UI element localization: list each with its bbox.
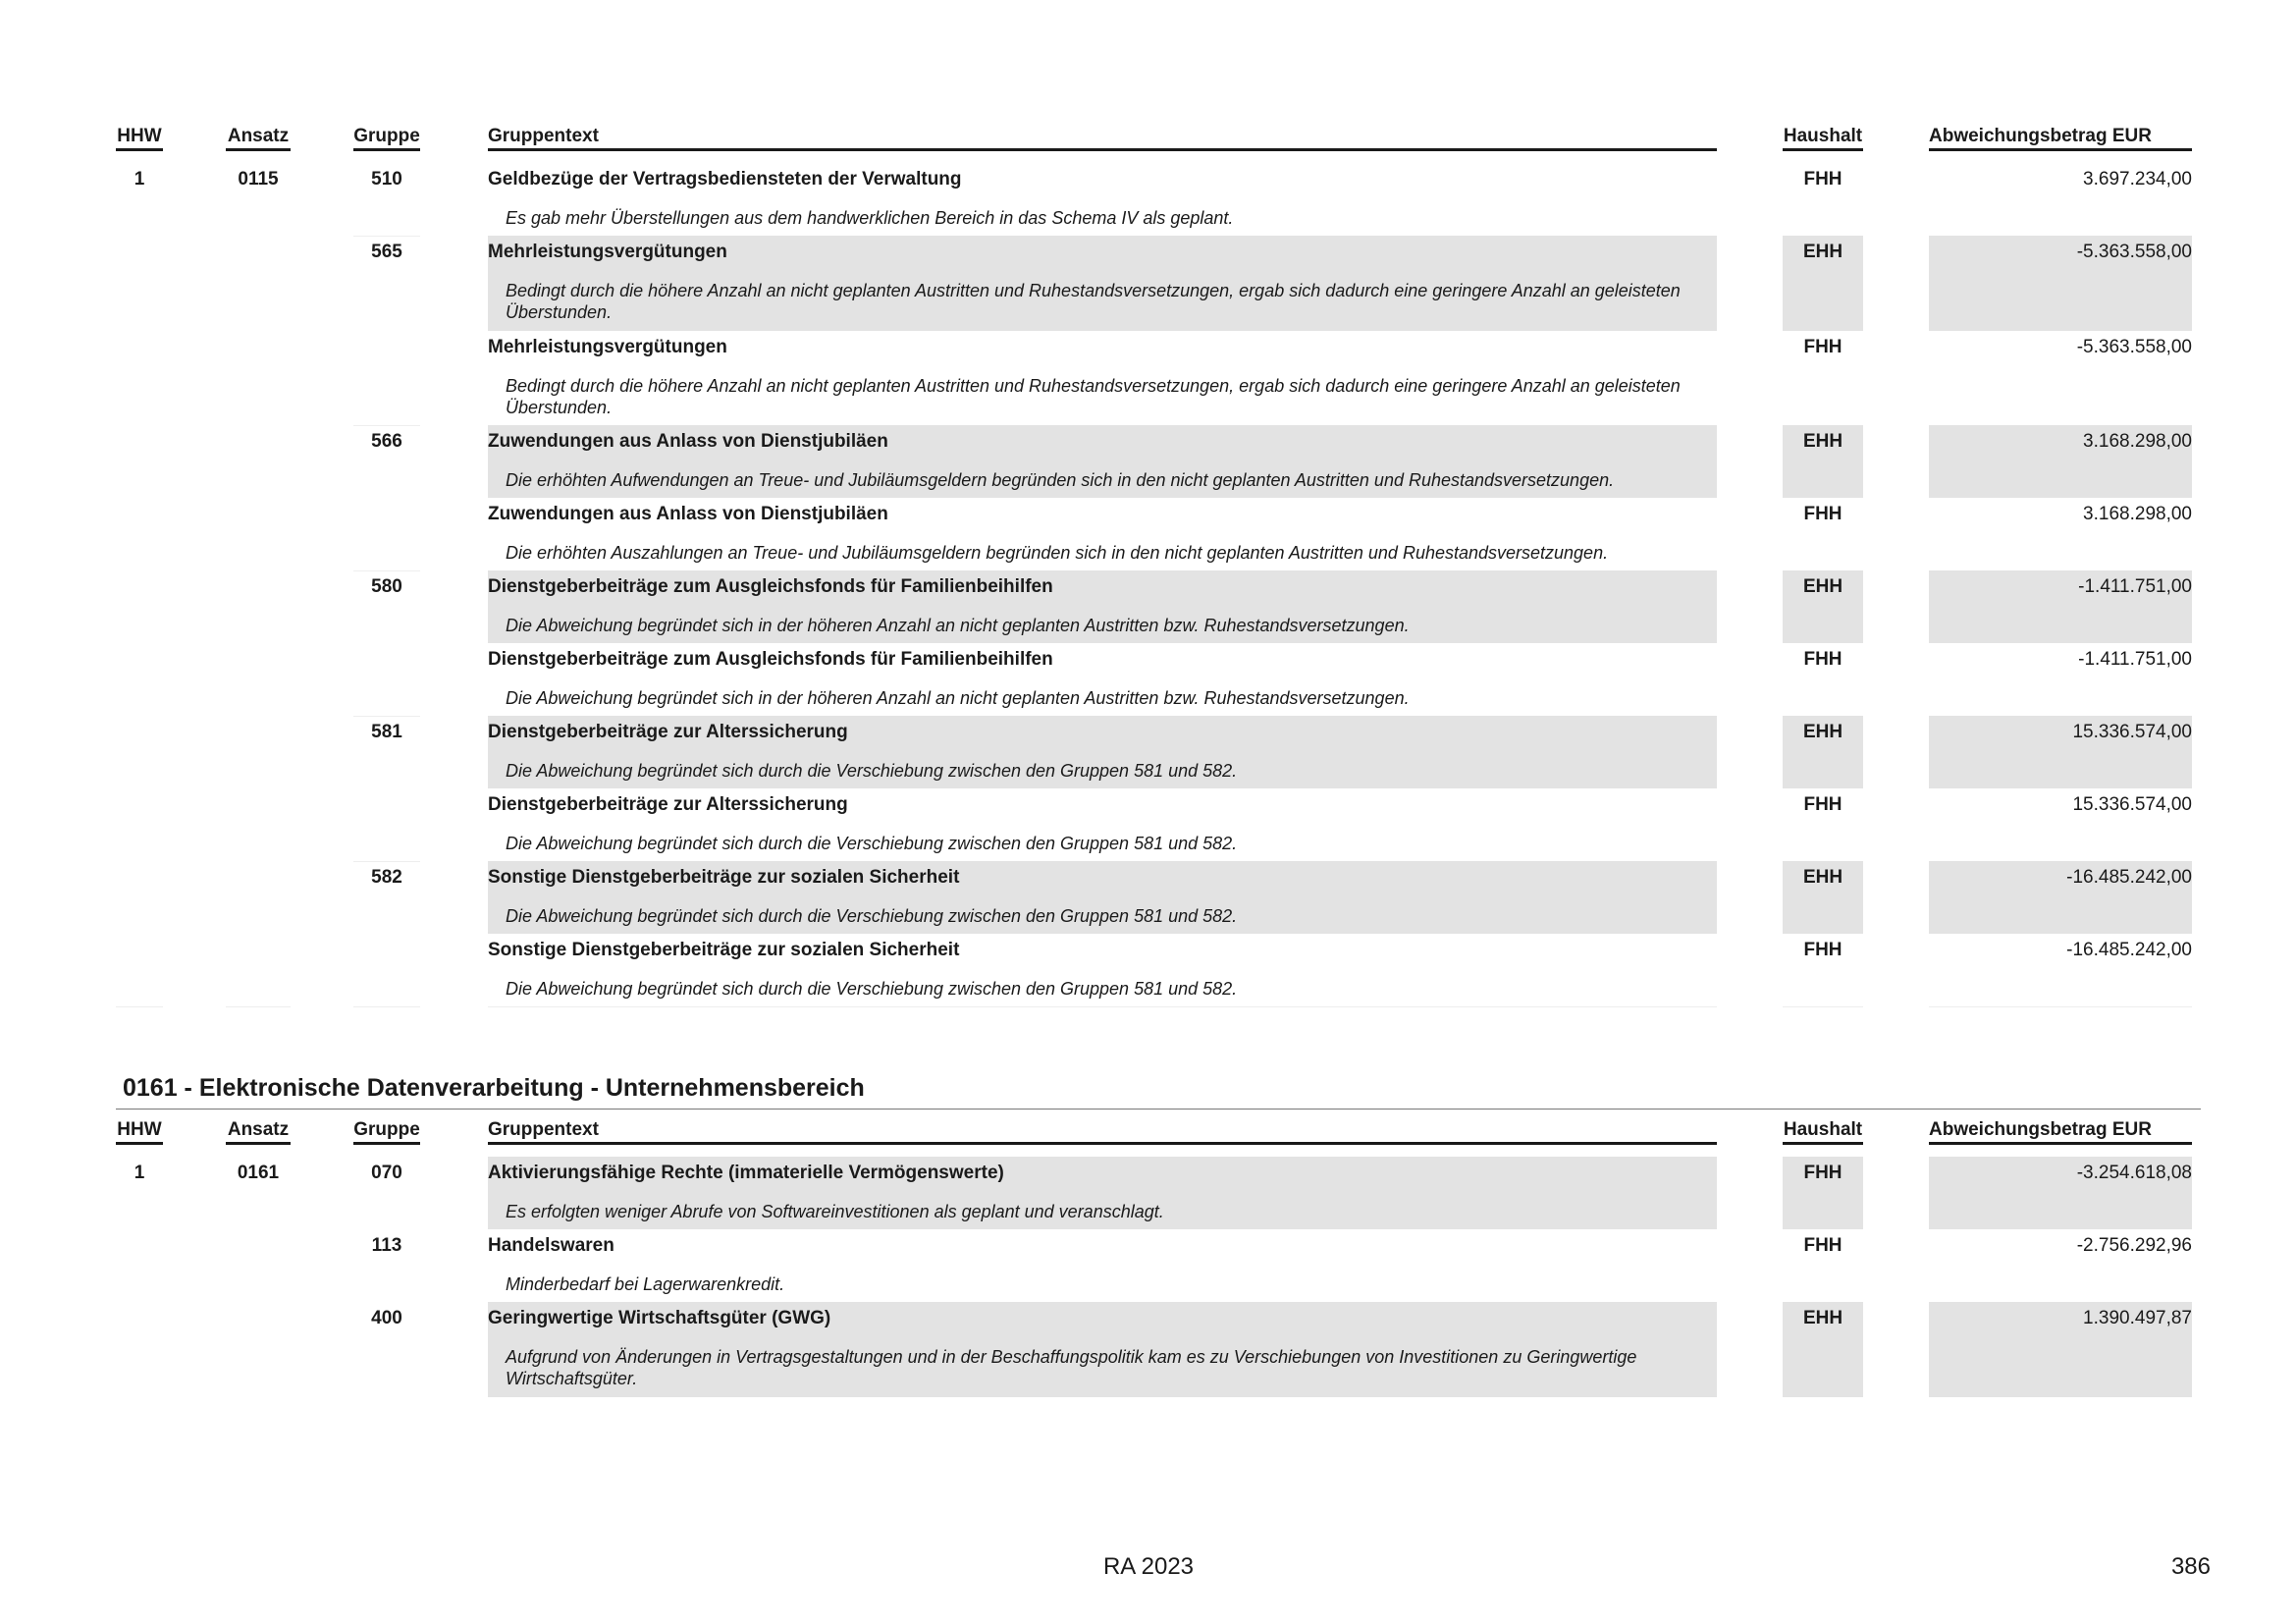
cell-explanation: Die Abweichung begründet sich in der höheren Anzahl an nicht geplanten Austritten bzw. Ruhestandsversetzungen. (506, 616, 1410, 635)
section-title: 0161 - Elektronische Datenverarbeitung - Unternehmensbereich (123, 1074, 865, 1102)
cell-gruppentext: Dienstgeberbeiträge zur Alterssicherung (488, 794, 848, 815)
cell-abweichungsbetrag: 1.390.497,87 (2083, 1308, 2192, 1328)
cell-explanation: Bedingt durch die höhere Anzahl an nicht geplanten Austritten und Ruhestandsversetzungen, ergab sich dadurch eine geringere Anzahl an geleisteten Überstunden. (506, 376, 1681, 417)
cell-haushalt: FHH (1803, 337, 1842, 357)
cell-haushalt: EHH (1802, 576, 1843, 597)
cell-explanation: Die Abweichung begründet sich durch die Verschiebung zwischen den Gruppen 581 und 582. (506, 834, 1238, 853)
cell-ansatz: 0161 (237, 1163, 280, 1183)
cell-gruppentext: Sonstige Dienstgeberbeiträge zur sozialen Sicherheit (488, 867, 960, 888)
table-end-rule (488, 1006, 1717, 1007)
cell-gruppe: 113 (371, 1235, 402, 1256)
cell-haushalt: FHH (1803, 1235, 1842, 1256)
cell-abweichungsbetrag: -1.411.751,00 (2078, 576, 2192, 597)
cell-explanation: Die erhöhten Auszahlungen an Treue- und Jubiläumsgeldern begründen sich in den nicht geplanten Austritten und Ruhestandsversetzungen. (506, 543, 1609, 563)
cell-gruppe: 510 (371, 169, 402, 189)
group-separator (353, 716, 420, 717)
cell-gruppentext: Geringwertige Wirtschaftsgüter (GWG) (488, 1308, 831, 1328)
header-abweichungsbetrag: Abweichungsbetrag EUR (1929, 1119, 2192, 1145)
table-header-1 (0, 126, 2296, 147)
cell-haushalt: EHH (1802, 431, 1843, 452)
cell-explanation: Die Abweichung begründet sich in der höheren Anzahl an nicht geplanten Austritten bzw. Ruhestandsversetzungen. (506, 688, 1410, 708)
cell-ansatz: 0115 (238, 169, 279, 189)
table-row (0, 163, 2296, 236)
cell-haushalt: EHH (1802, 867, 1843, 888)
group-separator (353, 570, 420, 571)
cell-gruppentext: Aktivierungsfähige Rechte (immaterielle Vermögenswerte) (488, 1163, 1004, 1183)
cell-explanation: Es erfolgten weniger Abrufe von Softwareinvestitionen als geplant und veranschlagt. (506, 1202, 1164, 1221)
cell-gruppe: 070 (371, 1163, 402, 1183)
cell-gruppentext: Handelswaren (488, 1235, 614, 1256)
table-row (0, 861, 2296, 934)
cell-gruppentext: Dienstgeberbeiträge zur Alterssicherung (488, 722, 848, 742)
page-number: 386 (2170, 1553, 2211, 1580)
header-ansatz: Ansatz (226, 1119, 291, 1145)
cell-hhw: 1 (133, 169, 145, 189)
table-row (0, 934, 2296, 1006)
cell-haushalt: EHH (1802, 1308, 1843, 1328)
cell-hhw: 1 (133, 1163, 145, 1183)
cell-gruppe: 566 (371, 431, 402, 452)
header-gruppentext: Gruppentext (488, 1119, 1717, 1145)
table-row (0, 1157, 2296, 1229)
cell-gruppentext: Zuwendungen aus Anlass von Dienstjubiläen (488, 431, 888, 452)
table-header-2 (0, 1119, 2296, 1141)
header-haushalt: Haushalt (1783, 1119, 1863, 1145)
header-ansatz: Ansatz (226, 126, 291, 151)
header-gruppe: Gruppe (353, 1119, 420, 1145)
cell-explanation: Die Abweichung begründet sich durch die Verschiebung zwischen den Gruppen 581 und 582. (506, 906, 1238, 926)
cell-explanation: Es gab mehr Überstellungen aus dem handwerklichen Bereich in das Schema IV als geplant. (506, 208, 1234, 228)
cell-explanation: Die erhöhten Aufwendungen an Treue- und Jubiläumsgeldern begründen sich in den nicht geplanten Austritten und Ruhestandsversetzungen. (506, 470, 1615, 490)
table-end-rule (1783, 1006, 1863, 1007)
cell-explanation: Die Abweichung begründet sich durch die Verschiebung zwischen den Gruppen 581 und 582. (506, 761, 1238, 781)
cell-gruppentext: Mehrleistungsvergütungen (488, 337, 727, 357)
cell-explanation: Aufgrund von Änderungen in Vertragsgestaltungen und in der Beschaffungspolitik kam es zu Verschiebungen von Investitionen zu Geringwertige Wirtschaftsgüter. (506, 1347, 1637, 1388)
table-row (0, 570, 2296, 643)
cell-gruppentext: Dienstgeberbeiträge zum Ausgleichsfonds für Familienbeihilfen (488, 576, 1053, 597)
cell-gruppe: 580 (371, 576, 402, 597)
cell-gruppentext: Geldbezüge der Vertragsbediensteten der Verwaltung (488, 169, 962, 189)
cell-abweichungsbetrag: -5.363.558,00 (2076, 242, 2192, 262)
header-gruppentext: Gruppentext (488, 126, 1717, 151)
cell-abweichungsbetrag: 15.336.574,00 (2072, 794, 2192, 815)
header-hhw: HHW (116, 126, 163, 151)
table-end-rule (116, 1006, 163, 1007)
cell-abweichungsbetrag: 15.336.574,00 (2072, 722, 2192, 742)
cell-haushalt: FHH (1803, 794, 1842, 815)
header-hhw: HHW (116, 1119, 163, 1145)
header-haushalt: Haushalt (1783, 126, 1863, 151)
cell-gruppentext: Mehrleistungsvergütungen (488, 242, 727, 262)
cell-abweichungsbetrag: -16.485.242,00 (2066, 867, 2192, 888)
table-row (0, 331, 2296, 425)
cell-abweichungsbetrag: 3.168.298,00 (2083, 504, 2192, 524)
cell-gruppentext: Dienstgeberbeiträge zum Ausgleichsfonds für Familienbeihilfen (488, 649, 1053, 670)
table-row (0, 1302, 2296, 1397)
table-end-rule (1929, 1006, 2192, 1007)
group-separator (353, 425, 420, 426)
group-separator (353, 861, 420, 862)
cell-abweichungsbetrag: -16.485.242,00 (2066, 940, 2192, 960)
cell-abweichungsbetrag: -1.411.751,00 (2078, 649, 2192, 670)
cell-haushalt: EHH (1802, 722, 1843, 742)
header-abweichungsbetrag: Abweichungsbetrag EUR (1929, 126, 2192, 151)
table-row (0, 425, 2296, 498)
cell-gruppentext: Zuwendungen aus Anlass von Dienstjubiläen (488, 504, 888, 524)
group-separator (353, 236, 420, 237)
section-divider (116, 1109, 2201, 1110)
footer-document-id: RA 2023 (1102, 1553, 1195, 1580)
cell-gruppe: 400 (371, 1308, 402, 1328)
table-row (0, 236, 2296, 331)
table-end-rule (353, 1006, 420, 1007)
cell-explanation: Minderbedarf bei Lagerwarenkredit. (506, 1274, 785, 1294)
cell-abweichungsbetrag: -3.254.618,08 (2076, 1163, 2192, 1183)
header-gruppe: Gruppe (353, 126, 420, 151)
cell-gruppentext: Sonstige Dienstgeberbeiträge zur sozialen Sicherheit (488, 940, 960, 960)
cell-haushalt: FHH (1803, 649, 1842, 670)
table-row (0, 716, 2296, 788)
table-row (0, 643, 2296, 716)
cell-abweichungsbetrag: 3.697.234,00 (2083, 169, 2192, 189)
table-end-rule (226, 1006, 291, 1007)
cell-haushalt: FHH (1803, 169, 1842, 189)
cell-explanation: Die Abweichung begründet sich durch die Verschiebung zwischen den Gruppen 581 und 582. (506, 979, 1238, 999)
cell-abweichungsbetrag: 3.168.298,00 (2083, 431, 2192, 452)
table-row (0, 788, 2296, 861)
cell-abweichungsbetrag: -5.363.558,00 (2076, 337, 2192, 357)
table-row (0, 1229, 2296, 1302)
cell-explanation: Bedingt durch die höhere Anzahl an nicht geplanten Austritten und Ruhestandsversetzungen, ergab sich dadurch eine geringere Anzahl an geleisteten Überstunden. (506, 281, 1681, 322)
cell-haushalt: FHH (1803, 504, 1842, 524)
cell-gruppe: 581 (371, 722, 402, 742)
cell-gruppe: 582 (371, 867, 402, 888)
cell-haushalt: FHH (1803, 940, 1842, 960)
cell-abweichungsbetrag: -2.756.292,96 (2076, 1235, 2192, 1256)
cell-haushalt: FHH (1803, 1163, 1842, 1183)
cell-gruppe: 565 (371, 242, 402, 262)
cell-haushalt: EHH (1802, 242, 1843, 262)
table-row (0, 498, 2296, 570)
